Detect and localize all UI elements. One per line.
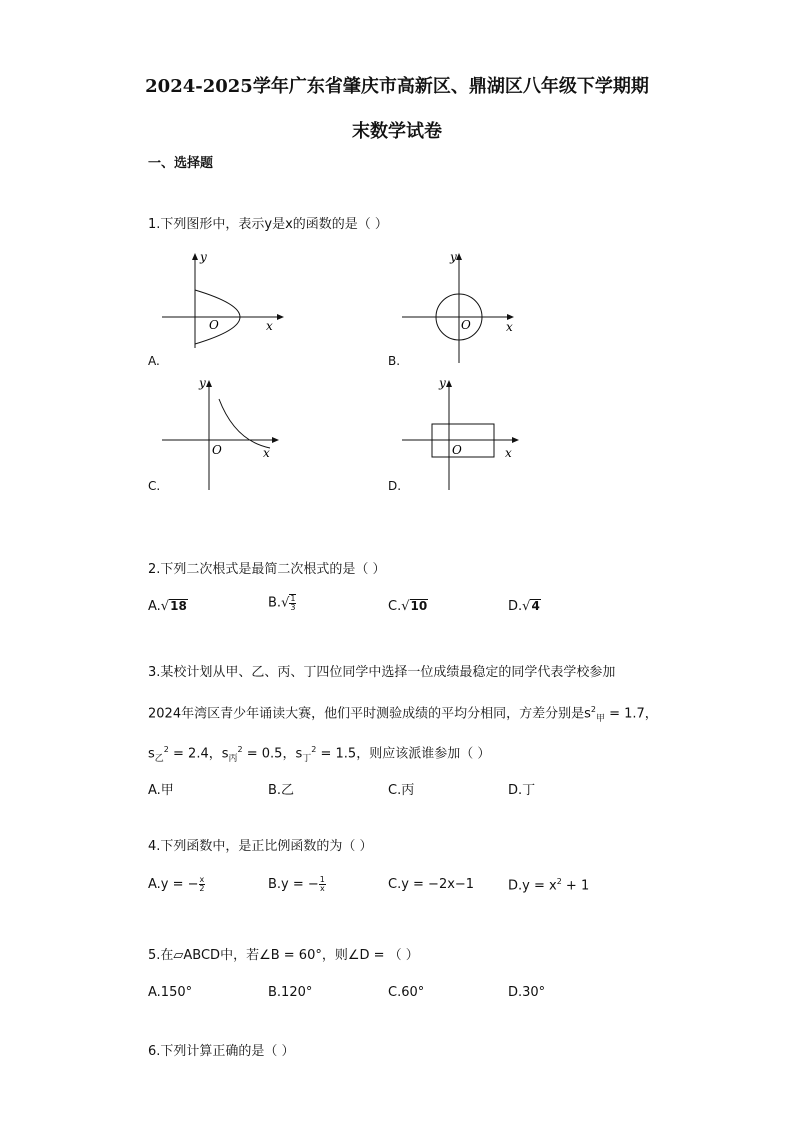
x-axis-label: x [506,320,513,334]
q2-option-a [148,599,188,614]
q2-option-d-radicand: 4 [531,599,540,613]
fraction-denominator: x [319,884,325,893]
fraction-denominator: 2 [199,884,205,893]
graph-c [155,373,285,493]
fraction-denominator: 3 [290,603,296,612]
question-3-line1: 3.某校计划从甲、乙、丙、丁四位同学中选择一位成绩最稳定的同学代表学校参加 [148,665,616,680]
q4-option-c: C.y = −2x−1 [388,877,475,892]
x-axis-arrow [277,314,284,320]
option-d-label: D. [388,479,402,493]
fraction-numerator: x [199,875,205,884]
q5-option-c: C.60° [388,985,425,1000]
q3-option-c: C.丙 [388,783,415,798]
variance-symbol: s [221,746,229,762]
variance-subscript: 丙 [228,753,238,764]
q5-option-d: D.30° [508,985,546,1000]
decreasing-curve [219,399,270,448]
option-c-label: C. [148,479,161,493]
question-5-stem: 5.在▱ABCD中，若∠B = 60°，则∠D = （ ） [148,948,419,963]
x-axis-label: x [263,446,270,460]
origin-label: O [209,318,219,332]
exponent: 2 [556,877,562,886]
radical-sign: √ [160,599,170,614]
q3-line2-value: = 1.7， [604,706,658,722]
q2-option-b [268,594,296,612]
x-axis-label: x [505,446,512,460]
y-axis-arrow [456,253,462,260]
variance-exponent: 2 [237,745,243,754]
q4-option-a [148,876,205,893]
variance-symbol: s [295,746,303,762]
q3-line2-text: 2024年湾区青少年诵读大赛，他们平时测验成绩的平均分相同，方差分别是s [148,706,591,722]
variance-value: = 0.5， [242,746,296,762]
question-1-stem: 1.下列图形中，表示y是x的函数的是（ ） [148,217,388,232]
radical-sign: √ [401,599,410,614]
q3-option-b: B.乙 [268,783,295,798]
option-b-label: B. [388,354,401,368]
radical-sign: √ [522,599,531,614]
q2-option-d [508,599,541,614]
q4-option-d [508,877,589,893]
origin-label: O [461,318,471,332]
section-heading: 一、选择题 [148,156,214,171]
graph-b [395,248,525,368]
x-axis-label: x [266,319,273,333]
q3-option-d: D.丁 [508,783,536,798]
origin-label: O [452,443,462,457]
y-axis-label: y [200,250,207,264]
q4-option-a-prefix: A.y = − [148,877,199,892]
graph-d [395,373,525,493]
variance-subscript: 丁 [302,753,312,764]
exam-title-line1: 2024-2025学年广东省肇庆市高新区、鼎湖区八年级下学期期 [145,76,649,97]
radical-sign: √ [281,595,290,611]
q2-option-c [388,599,428,614]
question-3-line2 [148,701,658,728]
question-2-stem: 2.下列二次根式是最简二次根式的是（ ） [148,562,386,577]
variance-value: = 1.5，则应该派谁参加（ ） [316,746,491,762]
y-axis-arrow [192,253,198,260]
variance-subscript: 甲 [595,713,605,724]
variance-exponent: 2 [163,745,169,754]
q4-option-d-suffix: + 1 [561,878,590,894]
option-a-label: A. [148,354,160,368]
y-axis-label: y [439,376,446,390]
x-axis-arrow [512,437,519,443]
variance-exponent: 2 [311,745,317,754]
variance-exponent: 2 [590,705,596,714]
q4-option-b [268,876,326,893]
q3-option-a: A.甲 [148,783,174,798]
variance-symbol: s [148,746,155,762]
q2-option-d-prefix: D. [508,599,523,614]
y-axis-arrow [206,380,212,387]
question-3-line3 [148,741,490,768]
q2-option-a-radicand: 18 [170,599,187,613]
question-6-stem: 6.下列计算正确的是（ ） [148,1044,295,1059]
q5-option-b: B.120° [268,985,313,1000]
q2-option-a-prefix: A. [148,599,161,614]
q2-option-b-fraction [289,594,296,612]
x-axis-arrow [272,437,279,443]
q2-option-c-radicand: 10 [410,599,428,613]
y-axis-label: y [450,250,457,264]
y-axis-arrow [446,380,452,387]
origin-label: O [212,443,222,457]
variance-subscript: 乙 [154,753,164,764]
q2-option-b-prefix: B. [268,595,282,611]
graph-a [155,248,285,348]
q5-option-a: A.150° [148,985,193,1000]
fraction-numerator: 1 [319,875,325,884]
q4-option-b-prefix: B.y = − [268,877,319,892]
variance-value: = 2.4， [168,746,222,762]
question-4-stem: 4.下列函数中，是正比例函数的为（ ） [148,839,373,854]
q2-option-c-prefix: C. [388,599,402,614]
q4-option-a-fraction [199,876,206,893]
q4-option-b-fraction [319,876,326,893]
exam-title-line2: 末数学试卷 [352,121,442,142]
fraction-numerator: 1 [290,594,296,603]
y-axis-label: y [199,376,206,390]
q4-option-d-prefix: D.y = x [508,878,557,894]
